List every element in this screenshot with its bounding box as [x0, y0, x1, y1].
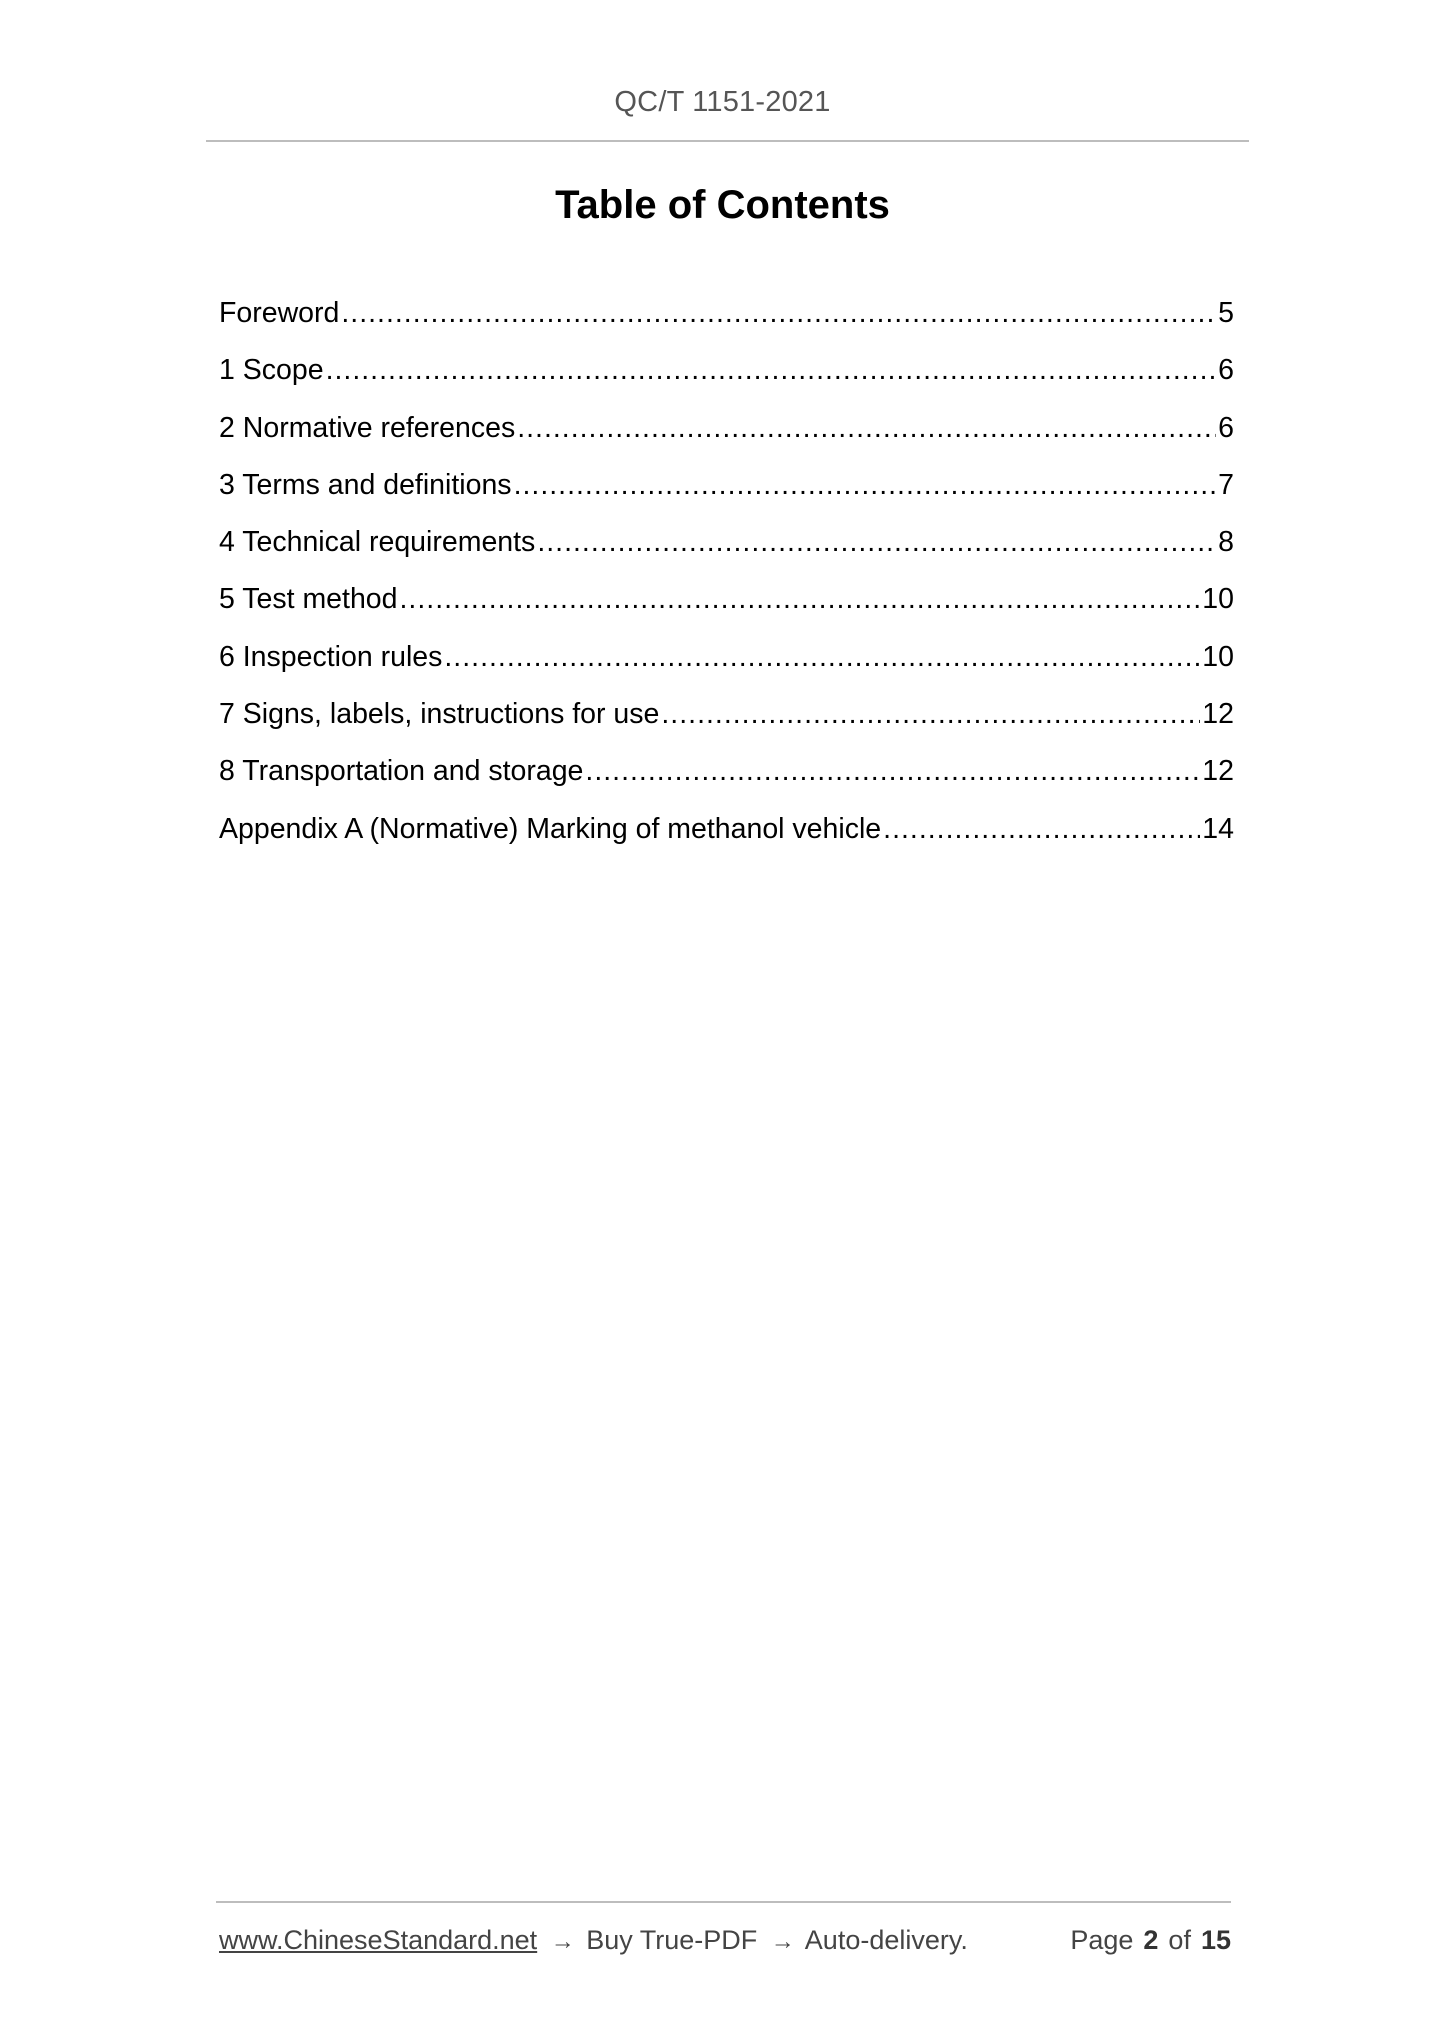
toc-entry-label: 3 Terms and definitions [219, 468, 512, 501]
toc-entry-label: 8 Transportation and storage [219, 755, 584, 788]
toc-entry-page: 10 [1202, 640, 1234, 673]
toc-dot-leader [517, 408, 1216, 448]
document-number-header: QC/T 1151-2021 [614, 86, 831, 118]
total-pages-number: 15 [1200, 1925, 1231, 1955]
toc-entry-page: 14 [1202, 812, 1234, 845]
arrow-right-icon: → [770, 1928, 795, 1955]
toc-entry-page: 7 [1218, 468, 1234, 501]
toc-dot-leader [400, 579, 1201, 619]
toc-entry-label: 1 Scope [219, 354, 324, 387]
toc-dot-leader [537, 522, 1216, 562]
toc-list [219, 293, 1234, 866]
toc-entry-page: 6 [1218, 354, 1234, 387]
toc-entry-foreword[interactable] [219, 293, 1234, 350]
toc-entry-scope[interactable] [219, 350, 1234, 407]
toc-entry-terms-and-definitions[interactable] [219, 465, 1234, 522]
footer-promo [219, 1920, 968, 1962]
toc-entry-signs-labels[interactable] [219, 694, 1234, 751]
toc-dot-leader [514, 465, 1217, 505]
arrow-right-icon: → [550, 1928, 575, 1955]
footer-divider [216, 1901, 1231, 1903]
toc-entry-test-method[interactable] [219, 579, 1234, 636]
of-word: of [1168, 1925, 1191, 1955]
current-page-number: 2 [1143, 1925, 1159, 1955]
toc-entry-technical-requirements[interactable] [219, 522, 1234, 579]
toc-entry-inspection-rules[interactable] [219, 637, 1234, 694]
toc-title: Table of Contents [555, 183, 890, 227]
page-word: Page [1070, 1925, 1134, 1955]
toc-entry-page: 6 [1218, 411, 1234, 444]
toc-entry-label: 2 Normative references [219, 411, 516, 444]
toc-dot-leader [883, 809, 1200, 849]
toc-entry-appendix-a[interactable] [219, 809, 1234, 866]
toc-dot-leader [661, 694, 1200, 734]
toc-entry-label: Foreword [219, 297, 340, 329]
toc-entry-page: 8 [1218, 526, 1234, 559]
toc-dot-leader [341, 293, 1216, 333]
toc-dot-leader [326, 350, 1217, 390]
page-indicator [1070, 1920, 1231, 1960]
header-divider [206, 140, 1249, 142]
toc-entry-transportation-storage[interactable] [219, 751, 1234, 808]
toc-entry-page: 5 [1218, 297, 1234, 329]
toc-dot-leader [444, 637, 1200, 677]
page-footer [219, 1920, 1231, 1960]
toc-entry-page: 12 [1202, 698, 1234, 731]
toc-entry-label: 4 Technical requirements [219, 526, 536, 559]
toc-entry-page: 12 [1202, 755, 1234, 788]
toc-dot-leader [585, 751, 1200, 791]
toc-entry-label: 5 Test method [219, 583, 398, 616]
toc-entry-normative-references[interactable] [219, 408, 1234, 465]
toc-entry-label: Appendix A (Normative) Marking of methanol vehicle [219, 812, 882, 845]
site-link[interactable]: www.ChineseStandard.net [219, 1925, 538, 1955]
buy-true-pdf-text: Buy True-PDF [586, 1925, 758, 1955]
toc-entry-label: 7 Signs, labels, instructions for use [219, 698, 660, 731]
toc-entry-page: 10 [1202, 583, 1234, 616]
toc-entry-label: 6 Inspection rules [219, 640, 443, 673]
auto-delivery-text: Auto-delivery. [804, 1925, 968, 1955]
